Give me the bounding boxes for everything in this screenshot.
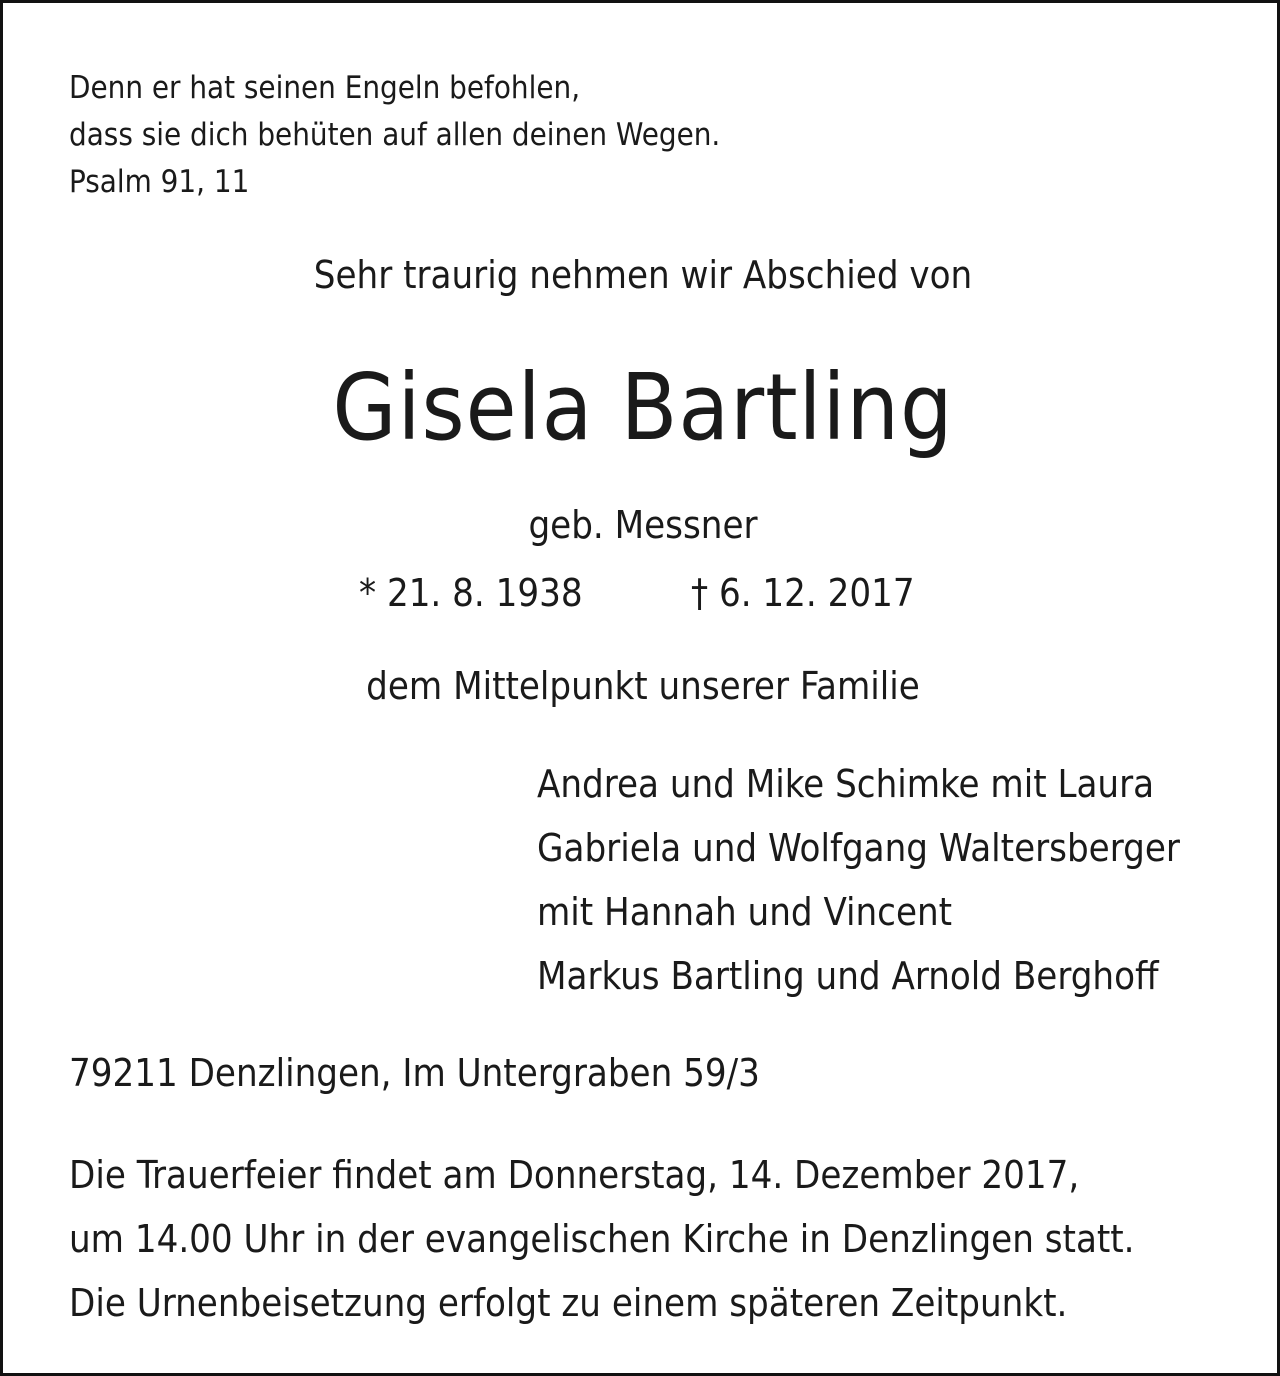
funeral-service-info: [69, 1143, 1135, 1335]
maiden-name: geb. Messner: [528, 503, 758, 547]
bible-verse-line: Denn er hat seinen Engeln befohlen,: [69, 70, 581, 106]
mourner-line: mit Hannah und Vincent: [537, 890, 953, 934]
farewell-intro: Sehr traurig nehmen wir Abschied von: [313, 253, 973, 297]
deceased-name: Gisela Bartling: [332, 354, 954, 461]
family-dedication: dem Mittelpunkt unserer Familie: [366, 664, 920, 708]
bible-verse-reference: Psalm 91, 11: [69, 164, 250, 200]
bible-verse-line: dass sie dich behüten auf allen deinen Wegen.: [69, 117, 721, 153]
mourner-line: Markus Bartling und Arnold Berghoff: [537, 954, 1159, 998]
mourner-line: Gabriela und Wolfgang Waltersberger: [537, 826, 1180, 870]
service-line: Die Urnenbeisetzung erfolgt zu einem späteren Zeitpunkt.: [69, 1281, 1068, 1325]
family-address: 79211 Denzlingen, Im Untergraben 59/3: [69, 1051, 760, 1095]
service-line: Die Trauerfeier findet am Donnerstag, 14. Dezember 2017,: [69, 1153, 1080, 1197]
death-date: † 6. 12. 2017: [691, 571, 915, 615]
mourner-line: Andrea und Mike Schimke mit Laura: [537, 762, 1155, 806]
mourners-list: [537, 752, 1180, 1008]
bible-verse: [69, 65, 720, 206]
service-line: um 14.00 Uhr in der evangelischen Kirche in Denzlingen statt.: [69, 1217, 1135, 1261]
birth-date: * 21. 8. 1938: [359, 571, 583, 615]
